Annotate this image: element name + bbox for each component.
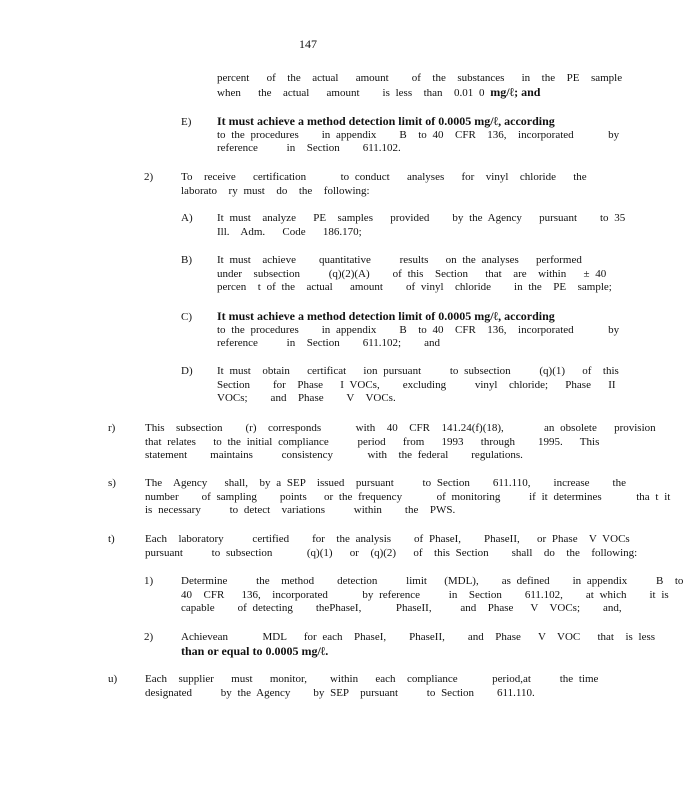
text-line: laborato ry must do the following: [181, 184, 370, 197]
text-run: when the actual amount is less than 0.01 0 [217, 86, 485, 99]
bold-text-line: than or equal to 0.0005 mg/ℓ. [181, 643, 329, 658]
item-b-text [217, 254, 612, 295]
item-d-text [217, 365, 619, 406]
item-label-2: 2) [144, 171, 154, 183]
text-line: pursuant to subsection (q)(1) or (q)(2) of this Section shall do the following: [145, 546, 638, 559]
bold-text-line: It must achieve a method detection limit of 0.0005 mg/ℓ, according [217, 309, 555, 323]
text-line: percent of the actual amount of the substances in the PE sample [217, 72, 623, 84]
continuation-paragraph [217, 72, 622, 100]
item-label-t: t) [108, 533, 115, 545]
text-line: percen t of the actual amount of vinyl chloride in the PE sample; [217, 281, 612, 293]
text-line: VOCs; and Phase V VOCs. [217, 392, 396, 404]
bold-text-line: It must achieve a method detection limit of 0.0005 mg/ℓ, according [217, 114, 555, 128]
text-line: Achievean MDL for each PhaseI, PhaseII, and Phase V VOC that is less [181, 631, 656, 643]
text-line: Each laboratory certified for the analysis of PhaseI, PhaseII, or Phase V VOCs [145, 533, 630, 545]
text-line: 40 CFR 136, incorporated by reference in Section 611.102, at which it is [181, 588, 669, 601]
item-label-u: u) [108, 673, 118, 685]
text-line: reference in Section 611.102; and [217, 337, 440, 349]
page-number: 147 [299, 37, 317, 51]
text-line: to the procedures in appendix B to 40 CFR 136, incorporated by [217, 323, 620, 336]
text-line: to the procedures in appendix B to 40 CFR 136, incorporated by [217, 128, 620, 141]
text-line: capable of detecting thePhaseI, PhaseII, and Phase V VOCs; and, [181, 602, 622, 614]
text-line: Ill. Adm. Code 186.170; [217, 225, 362, 238]
text-line: It must analyze PE samples provided by the Agency pursuant to 35 [217, 212, 626, 224]
item-label-t2: 2) [144, 631, 154, 643]
item-label-d: D) [181, 365, 193, 377]
text-line: statement maintains consistency with the federal regulations. [145, 449, 523, 461]
item-c-text [217, 310, 619, 351]
item-s-text [145, 477, 670, 518]
item-t1-text [181, 575, 683, 616]
item-r-text [145, 422, 656, 463]
text-line: number of sampling points or the frequency of monitoring if it determines tha t it [145, 490, 671, 503]
item-label-b: B) [181, 254, 192, 266]
text-line: It must obtain certificat ion pursuant to subsection (q)(1) of this [217, 365, 619, 377]
item-label-r: r) [108, 422, 116, 434]
text-line: This subsection (r) corresponds with 40 CFR 141.24(f)(18), an obsolete provision [145, 422, 656, 434]
item-e-text [217, 115, 619, 156]
text-line: It must achieve quantitative results on the analyses performed [217, 254, 582, 266]
item-t2-text [181, 631, 655, 658]
item-label-t1: 1) [144, 575, 154, 587]
item-a-text [217, 212, 625, 239]
item-2-text [181, 171, 587, 198]
bold-text-run: mg/ℓ; and [490, 84, 541, 99]
text-line: Determine the method detection limit (MDL), as defined in appendix B to [181, 575, 683, 587]
text-line: designated by the Agency by SEP pursuant to Section 611.110. [145, 686, 535, 699]
item-label-e: E) [181, 116, 192, 128]
text-line: To receive certification to conduct analyses for vinyl chloride the [181, 171, 587, 183]
text-line: under subsection (q)(2)(A) of this Section that are within ± 40 [217, 267, 607, 280]
text-line: Each supplier must monitor, within each compliance period,at the time [145, 673, 599, 685]
item-u-text [145, 673, 598, 700]
text-line: that relates to the initial compliance period from 1993 through 1995. This [145, 435, 600, 448]
item-label-a: A) [181, 212, 193, 224]
item-label-s: s) [108, 477, 116, 489]
text-line: reference in Section 611.102. [217, 142, 401, 154]
text-line [217, 86, 622, 101]
item-t-text [145, 533, 637, 560]
item-label-c: C) [181, 311, 192, 323]
text-line: is necessary to detect variations within the PWS. [145, 504, 456, 516]
text-line: Section for Phase I VOCs, excluding vinyl chloride; Phase II [217, 378, 616, 391]
text-line: The Agency shall, by a SEP issued pursuant to Section 611.110, increase the [145, 477, 626, 489]
